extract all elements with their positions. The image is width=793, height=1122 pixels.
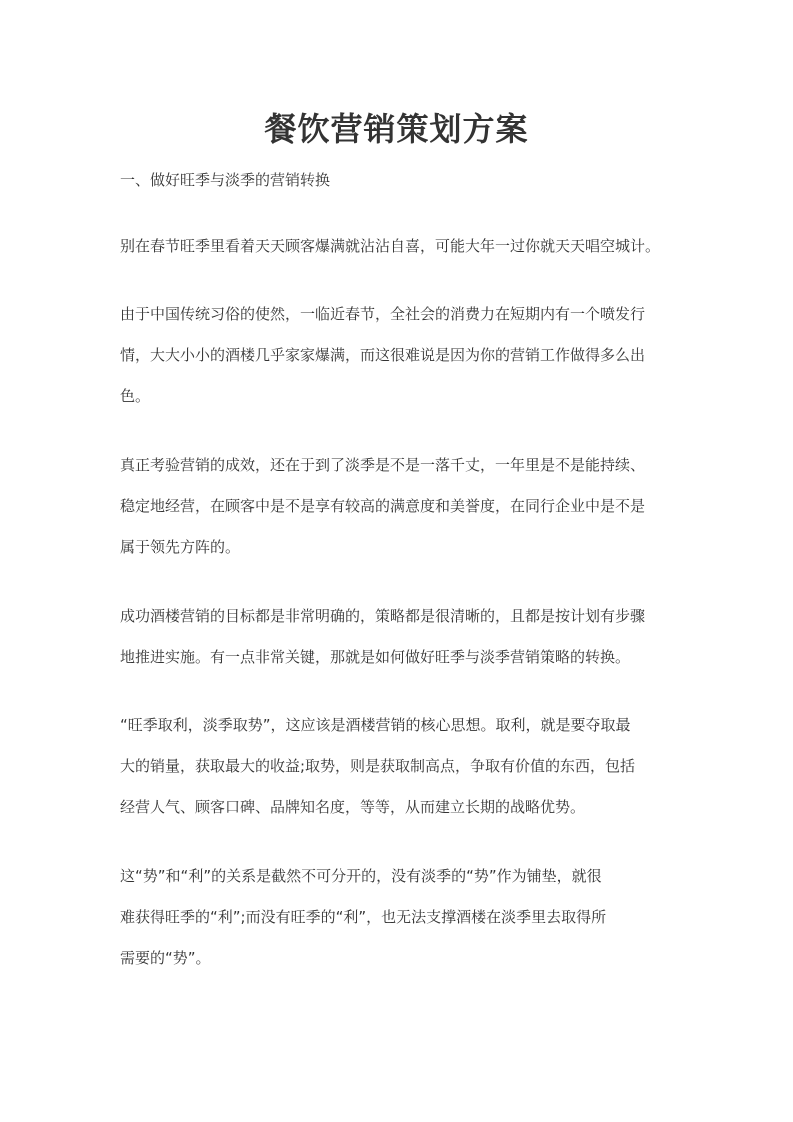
- paragraph-6: [120, 856, 680, 979]
- paragraph-line: 由于中国传统习俗的使然，一临近春节，全社会的消费力在短期内有一个喷发行: [120, 305, 646, 323]
- paragraph-2: [120, 294, 680, 417]
- paragraph-line: 真正考验营销的成效，还在于到了淡季是不是一落千丈，一年里是不是能持续、: [120, 456, 646, 474]
- paragraph-1: [120, 226, 680, 267]
- paragraph-line: 别在春节旺季里看着天天顾客爆满就沾沾自喜，可能大年一过你就天天唱空城计。: [120, 237, 661, 255]
- paragraph-line: 属于领先方阵的。: [120, 538, 241, 556]
- paragraph-line: “旺季取利，淡季取势”，这应该是酒楼营销的核心思想。取利，就是要夺取最: [120, 716, 631, 734]
- paragraph-line: 成功酒楼营销的目标都是非常明确的，策略都是很清晰的，且都是按计划有步骤: [120, 607, 646, 625]
- paragraph-line: 稳定地经营，在顾客中是不是享有较高的满意度和美誉度，在同行企业中是不是: [120, 497, 646, 515]
- paragraph-5: [120, 705, 680, 828]
- paragraph-line: 色。: [120, 387, 151, 405]
- paragraph-4: [120, 596, 680, 678]
- document-title: 餐饮营销策划方案: [264, 110, 529, 148]
- section-heading: 一、做好旺季与淡季的营销转换: [120, 171, 331, 189]
- paragraph-line: 难获得旺季的“利”;而没有旺季的“利”，也无法支撑酒楼在淡季里去取得所: [120, 908, 607, 926]
- paragraph-line: 这“势”和“利”的关系是截然不可分开的，没有淡季的“势”作为铺垫，就很: [120, 867, 602, 885]
- paragraph-line: 地推进实施。有一点非常关键，那就是如何做好旺季与淡季营销策略的转换。: [120, 648, 631, 666]
- paragraph-line: 情，大大小小的酒楼几乎家家爆满，而这很难说是因为你的营销工作做得多么出: [120, 346, 646, 364]
- paragraph-line: 大的销量，获取最大的收益;取势，则是获取制高点，争取有价值的东西，包括: [120, 757, 636, 775]
- paragraph-line: 需要的“势”。: [120, 949, 211, 967]
- paragraph-3: [120, 445, 680, 568]
- paragraph-line: 经营人气、顾客口碑、品牌知名度，等等，从而建立长期的战略优势。: [120, 798, 586, 816]
